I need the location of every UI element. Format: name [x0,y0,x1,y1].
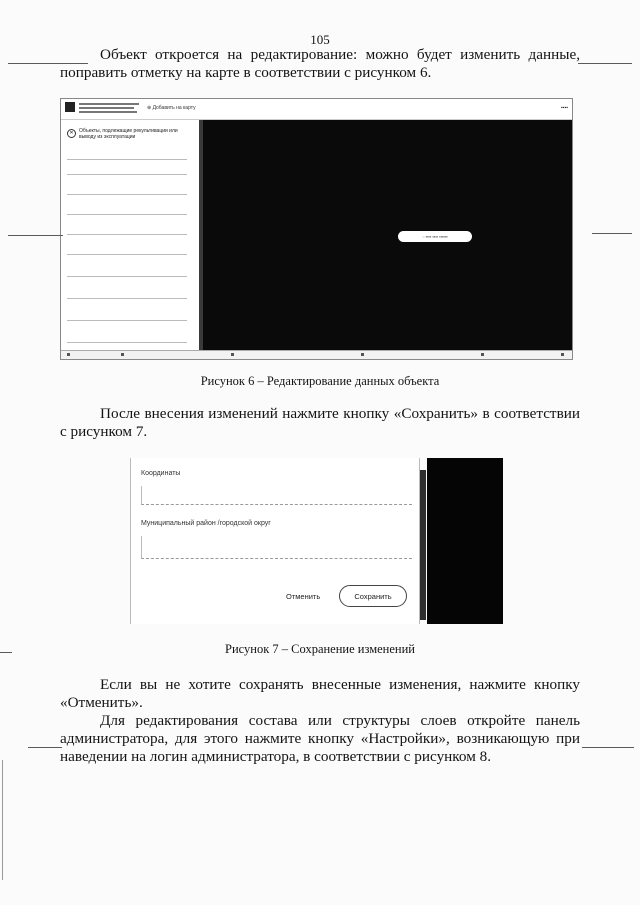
district-field[interactable] [141,536,412,559]
figure-7-screenshot [130,458,503,624]
form-field[interactable] [67,292,187,299]
form-field[interactable] [67,208,187,215]
form-field[interactable] [67,188,187,195]
status-item [561,353,564,356]
close-icon[interactable]: ✕ [67,129,76,138]
form-field[interactable] [67,270,187,277]
org-title-line [79,111,137,113]
save-button[interactable]: Сохранить [339,585,407,607]
coordinates-field[interactable] [141,486,412,505]
status-item [231,353,234,356]
org-title-line [79,103,139,105]
panel-title: Объекты, подлежащие рекультивации или выводу из эксплуатации [79,128,178,140]
cancel-button[interactable]: Отменить [286,592,321,601]
map-view[interactable] [427,458,503,624]
paragraph-cancel-instructions: Если вы не хотите сохранять внесенные изменения, нажмите кнопку «Отменить». [60,676,580,711]
app-header [61,99,572,120]
form-field[interactable] [67,314,187,321]
scan-line [592,233,632,234]
scan-line [582,747,634,748]
figure-7-caption: Рисунок 7 – Сохранение изменений [225,642,415,656]
scan-line [28,747,62,748]
status-item [121,353,124,356]
object-edit-panel [61,120,199,350]
scan-line [8,235,63,236]
form-field[interactable] [67,228,187,235]
status-item [67,353,70,356]
logo-icon [65,102,75,112]
paragraph-admin-panel: Для редактирования состава или структуры слоев откройте панель администратора, для этого нажмите кнопку «Настройки», возникающую при наведении на логин администратора, в соответствии с рисунком 8. [60,712,580,765]
form-field[interactable] [67,168,187,175]
scan-line [8,63,88,64]
map-view[interactable] [203,120,572,350]
status-item [481,353,484,356]
form-field[interactable] [67,336,187,343]
paragraph-save-instructions: После внесения изменений нажмите кнопку «Сохранить» в соответствии с рисунком 7. [60,405,580,440]
form-field[interactable] [67,153,187,160]
status-item [361,353,364,356]
paragraph-object-editing: Объект откроется на редактирование: можно будет изменить данные, поправить отметку на карте в соответствии с рисунком 6. [60,46,580,81]
org-title-line [79,107,134,109]
status-bar [61,350,572,360]
map-loading-toast: ◌ ▪▪▪▪ ▪▪▪▪ ▪▪▪▪▪▪ [398,231,472,242]
form-scrollbar[interactable] [420,470,426,620]
scan-margin-line [2,760,3,880]
edit-form [130,458,420,624]
figure-6-caption: Рисунок 6 – Редактирование данных объекта [200,374,440,388]
figure-6-screenshot [60,98,573,360]
user-login[interactable]: ▪▪▪▪ [560,105,568,111]
coordinates-label: Координаты [141,470,181,477]
add-to-map-button[interactable]: ⊕ Добавить на карту [147,105,196,111]
district-label: Муниципальный район /городской округ [141,520,271,527]
form-field[interactable] [67,248,187,255]
scan-line [578,63,632,64]
page-number: 105 [310,32,330,47]
